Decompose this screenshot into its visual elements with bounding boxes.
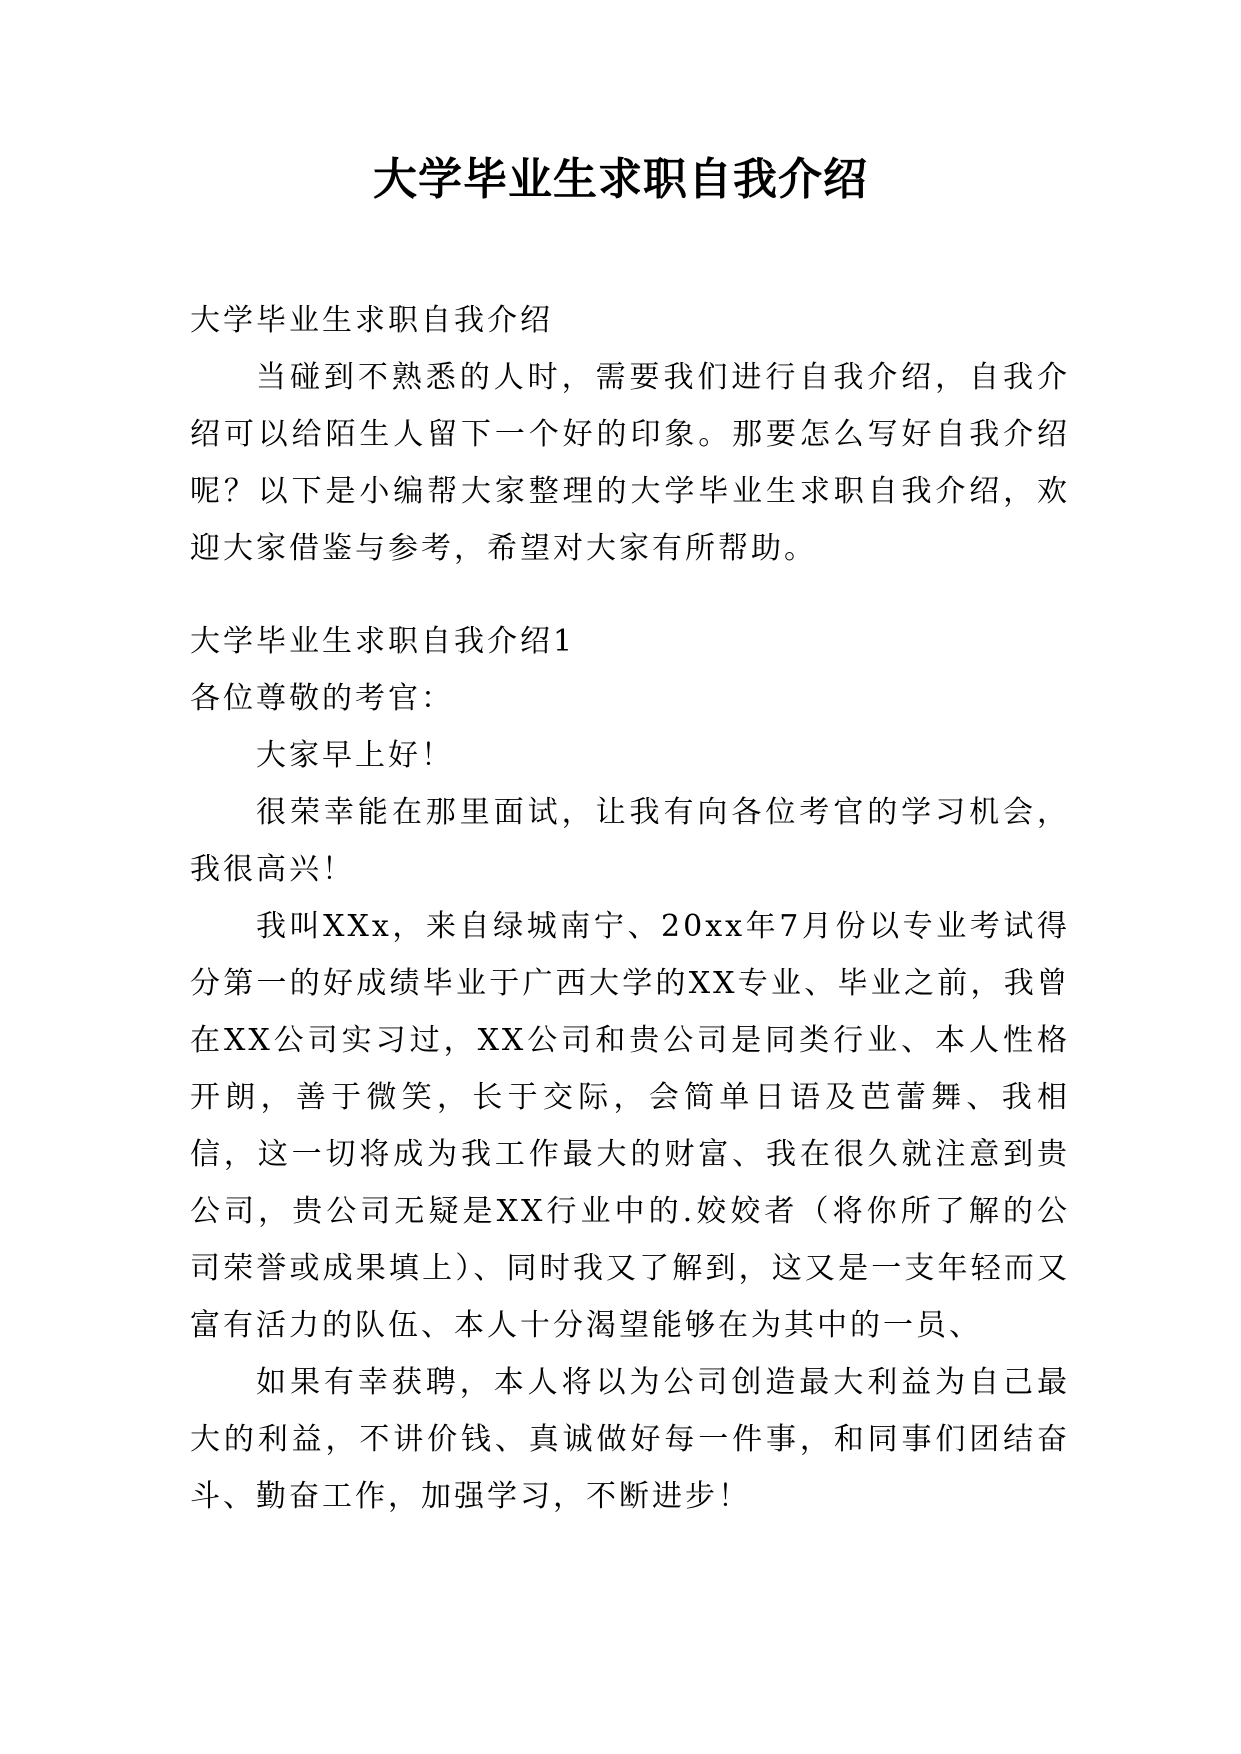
body-paragraph-2: 我叫XXx，来自绿城南宁、20xx年7月份以专业考试得分第一的好成绩毕业于广西大学的XX专业、毕业之前，我曾在XX公司实习过，XX公司和贵公司是同类行业、本人性格开朗，善于微笑，长于交际，会简单日语及芭蕾舞、我相信，这一切将成为我工作最大的财富、我在很久就注意到贵公司，贵公司无疑是XX行业中的.姣姣者（将你所了解的公司荣誉或成果填上）、同时我又了解到，这又是一支年轻而又富有活力的队伍、本人十分渴望能够在为其中的一员、 [190, 909, 1070, 1343]
document-title: 大学毕业生求职自我介绍 [373, 154, 868, 205]
body-paragraph-3: 如果有幸获聘，本人将以为公司创造最大利益为自己最大的利益，不讲价钱、真诚做好每一件事，和同事们团结奋斗、勤奋工作，加强学习，不断进步！ [190, 1365, 1070, 1514]
body-paragraph-1: 很荣幸能在那里面试，让我有向各位考官的学习机会，我很高兴！ [190, 795, 1070, 887]
document-body [190, 292, 1070, 1525]
salutation: 各位尊敬的考官： [190, 681, 454, 716]
document-subtitle: 大学毕业生求职自我介绍 [190, 303, 553, 338]
section-heading: 大学毕业生求职自我介绍1 [190, 624, 576, 659]
intro-paragraph: 当碰到不熟悉的人时，需要我们进行自我介绍，自我介绍可以给陌生人留下一个好的印象。那要怎么写好自我介绍呢？以下是小编帮大家整理的大学毕业生求职自我介绍，欢迎大家借鉴与参考，希望对大家有所帮助。 [190, 360, 1070, 566]
greeting: 大家早上好！ [256, 738, 454, 773]
